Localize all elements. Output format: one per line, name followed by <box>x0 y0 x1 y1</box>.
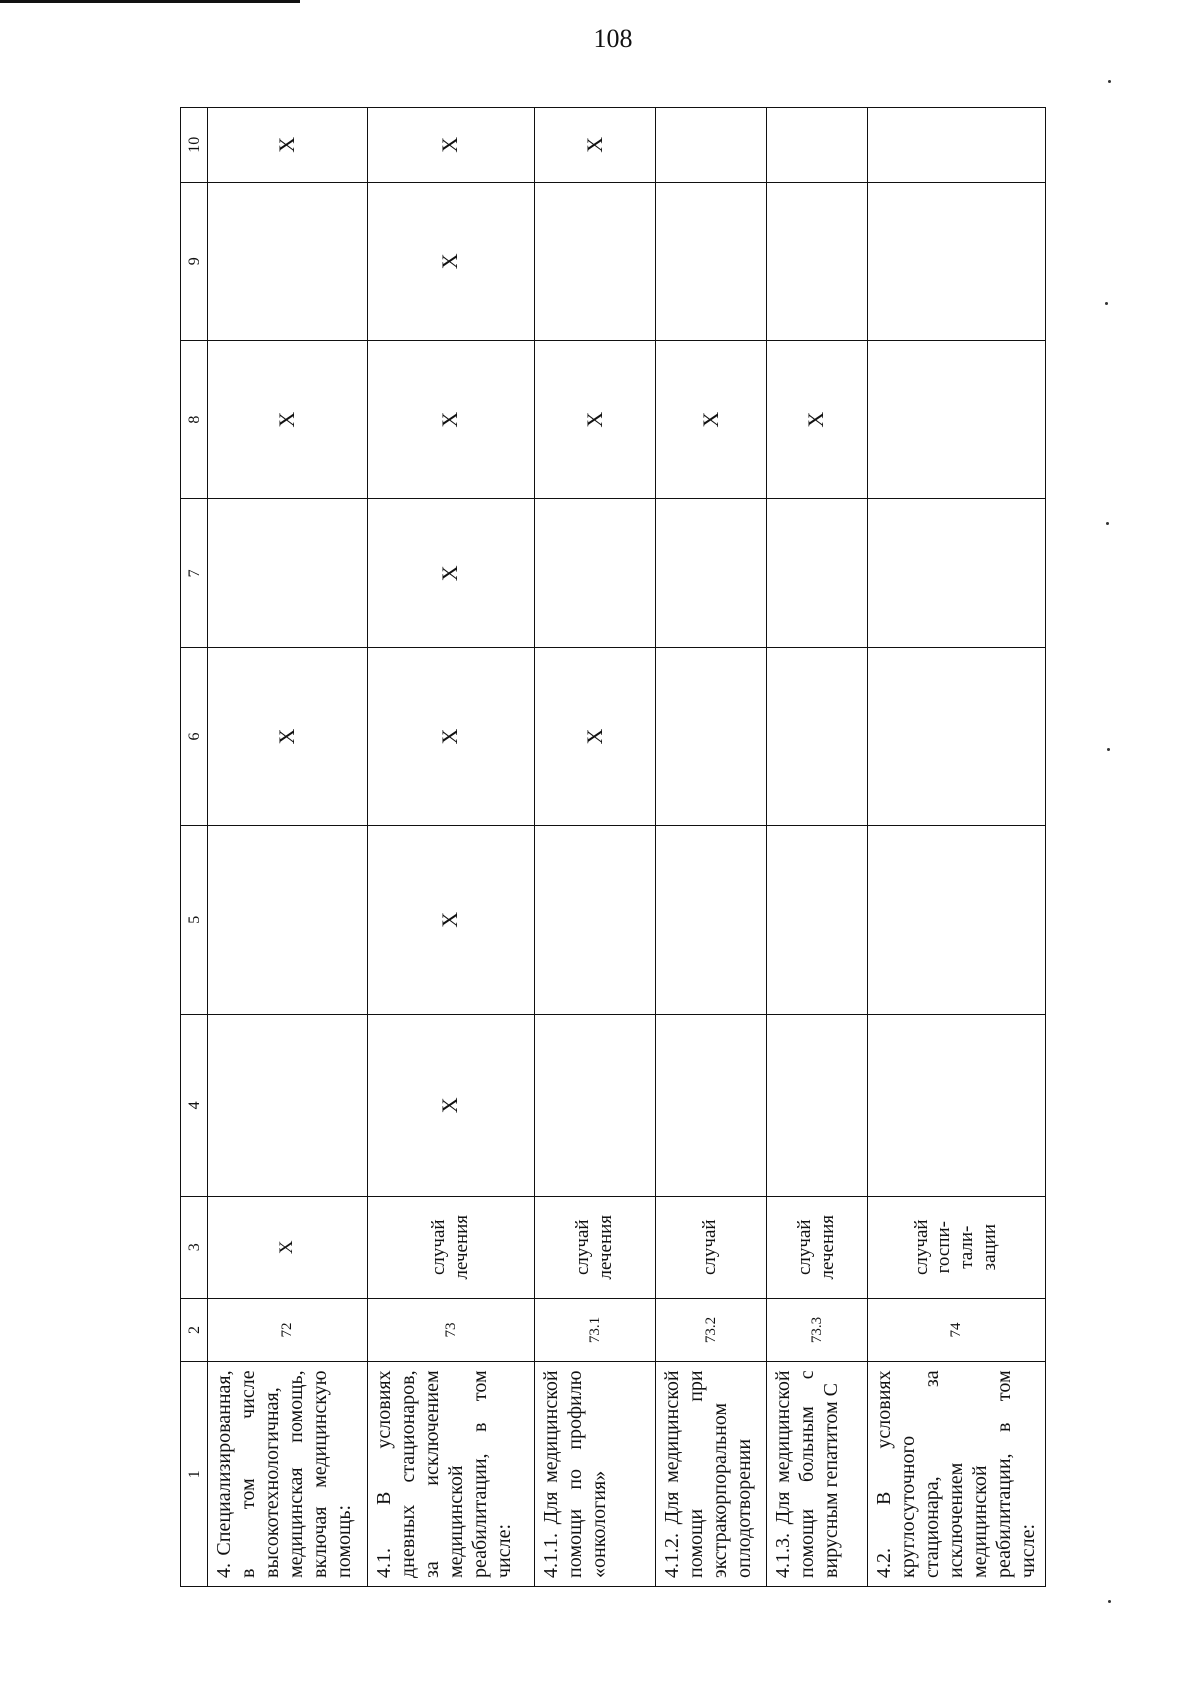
cell-col-4 <box>534 1014 655 1196</box>
row-code: 73.3 <box>766 1298 867 1362</box>
row-code: 73.1 <box>534 1298 655 1362</box>
scan-speck <box>1108 80 1111 83</box>
col-number-6: 6 <box>181 648 208 825</box>
row-name: 4.1.1. Для медицинской помощи по профилю «онкология» <box>534 1362 655 1587</box>
scan-speck <box>1108 1600 1111 1603</box>
table-row <box>208 108 367 1587</box>
cell-col-8: X <box>766 340 867 498</box>
cell-col-4 <box>766 1014 867 1196</box>
table-row <box>766 108 867 1587</box>
cell-col-10 <box>867 108 1045 183</box>
cell-col-8 <box>867 340 1045 498</box>
cell-col-5: X <box>367 825 534 1014</box>
row-unit: случай лечения <box>766 1196 867 1298</box>
col-number-2: 2 <box>181 1298 208 1362</box>
cell-col-7 <box>655 499 766 648</box>
cell-col-9 <box>766 182 867 340</box>
cell-col-10: X <box>367 108 534 183</box>
cell-col-4 <box>208 1014 367 1196</box>
cell-col-10: X <box>208 108 367 183</box>
col-number-1: 1 <box>181 1362 208 1587</box>
cell-col-4: X <box>367 1014 534 1196</box>
cell-col-8: X <box>655 340 766 498</box>
cell-col-6: X <box>208 648 367 825</box>
column-number-row <box>181 108 208 1587</box>
col-number-5: 5 <box>181 825 208 1014</box>
row-unit: случай лечения <box>367 1196 534 1298</box>
col-number-9: 9 <box>181 182 208 340</box>
cell-col-8: X <box>208 340 367 498</box>
row-code: 73.2 <box>655 1298 766 1362</box>
cell-col-9 <box>208 182 367 340</box>
table-row <box>367 108 534 1587</box>
cell-col-7 <box>867 499 1045 648</box>
cell-col-5 <box>534 825 655 1014</box>
row-code: 73 <box>367 1298 534 1362</box>
cell-col-8: X <box>367 340 534 498</box>
cell-col-7 <box>208 499 367 648</box>
scan-speck <box>1107 748 1110 751</box>
row-unit: случай госпи-тали-зации <box>867 1196 1045 1298</box>
cell-col-9 <box>655 182 766 340</box>
page-number: 108 <box>593 24 633 53</box>
table-row <box>867 108 1045 1587</box>
cell-col-10 <box>766 108 867 183</box>
cell-col-6 <box>766 648 867 825</box>
top-rule <box>0 0 300 3</box>
cell-col-5 <box>655 825 766 1014</box>
cell-col-4 <box>867 1014 1045 1196</box>
rotated-table-wrapper <box>180 107 1046 1587</box>
cell-col-9 <box>534 182 655 340</box>
table-row <box>655 108 766 1587</box>
cell-col-5 <box>867 825 1045 1014</box>
row-code: 72 <box>208 1298 367 1362</box>
row-unit: случай лечения <box>534 1196 655 1298</box>
row-name: 4.1. В условиях дневных стационаров, за исключением медицинской реабилитации, в том числе: <box>367 1362 534 1587</box>
row-unit: X <box>208 1196 367 1298</box>
cell-col-4 <box>655 1014 766 1196</box>
row-name: 4.1.3. Для медицинской помощи больным с вирусным гепатитом С <box>766 1362 867 1587</box>
cell-col-6: X <box>367 648 534 825</box>
cell-col-8: X <box>534 340 655 498</box>
col-number-4: 4 <box>181 1014 208 1196</box>
cell-col-7 <box>534 499 655 648</box>
cell-col-10: X <box>534 108 655 183</box>
row-name: 4.2. В условиях круглосуточного стационара, за исключением медицинской реабилитации, в том числе: <box>867 1362 1045 1587</box>
cell-col-6 <box>655 648 766 825</box>
col-number-7: 7 <box>181 499 208 648</box>
col-number-3: 3 <box>181 1196 208 1298</box>
row-name: 4. Специализированная, в том числе высокотехнологичная, медицинская помощь, включая медицинскую помощь: <box>208 1362 367 1587</box>
cell-col-6 <box>867 648 1045 825</box>
row-unit: случай <box>655 1196 766 1298</box>
col-number-10: 10 <box>181 108 208 183</box>
cell-col-7: X <box>367 499 534 648</box>
cell-col-5 <box>208 825 367 1014</box>
cell-col-10 <box>655 108 766 183</box>
row-code: 74 <box>867 1298 1045 1362</box>
cell-col-7 <box>766 499 867 648</box>
cell-col-6: X <box>534 648 655 825</box>
cell-col-9 <box>867 182 1045 340</box>
table-row <box>534 108 655 1587</box>
scan-speck <box>1105 302 1108 305</box>
data-table <box>180 107 1046 1587</box>
scan-speck <box>1106 522 1109 525</box>
row-name: 4.1.2. Для медицинской помощи при экстракорпоральном оплодотворении <box>655 1362 766 1587</box>
col-number-8: 8 <box>181 340 208 498</box>
cell-col-5 <box>766 825 867 1014</box>
cell-col-9: X <box>367 182 534 340</box>
